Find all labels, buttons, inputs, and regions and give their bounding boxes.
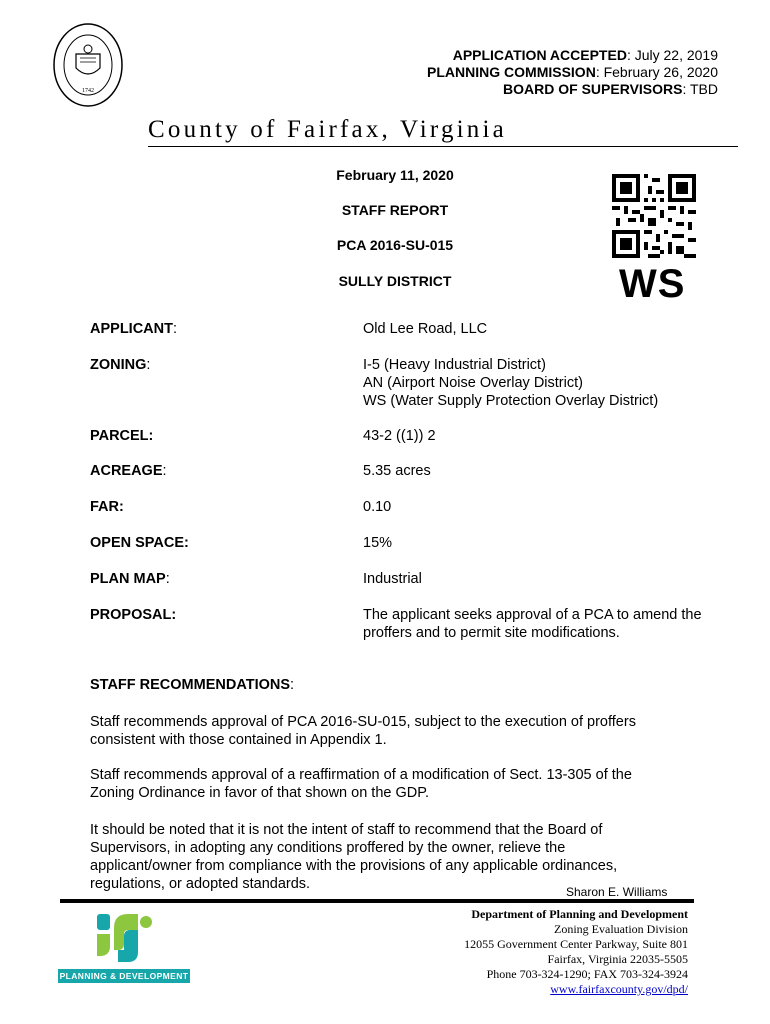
- case-number: PCA 2016-SU-015: [336, 237, 454, 253]
- footer-divider: [60, 899, 694, 903]
- district: SULLY DISTRICT: [338, 273, 452, 289]
- report-type: STAFF REPORT: [341, 202, 449, 218]
- qr-code: [612, 174, 696, 258]
- logo-banner: PLANNING & DEVELOPMENT: [59, 971, 189, 981]
- proposal-label: PROPOSAL:: [90, 607, 177, 623]
- open-space-value: 15%: [363, 535, 393, 551]
- applicant-label: APPLICANT:: [90, 321, 178, 337]
- far-label: FAR:: [90, 499, 124, 515]
- recommendation-paragraph-3: It should be noted that it is not the intent of staff to recommend that the Board of Supervisors, in adopting any conditions proffered by the owner, relieve the applicant/owner from compliance with the provisions of any applicable ordinances, regulations, or adopted standards.: [90, 822, 618, 892]
- planning-commission-line: PLANNING COMMISSION: February 26, 2020: [427, 64, 718, 80]
- division-name: Zoning Evaluation Division: [554, 922, 688, 936]
- board-of-supervisors-line: BOARD OF SUPERVISORS: TBD: [503, 81, 718, 97]
- recommendation-paragraph-1: Staff recommends approval of PCA 2016-SU-015, subject to the execution of proffers consistent with those contained in Appendix 1.: [90, 714, 636, 748]
- signature-name: Sharon E. Williams: [566, 885, 668, 899]
- website-link[interactable]: www.fairfaxcounty.gov/dpd/: [550, 982, 688, 996]
- report-date: February 11, 2020: [336, 167, 454, 183]
- phone-fax: Phone 703-324-1290; FAX 703-324-3924: [486, 967, 688, 981]
- proposal-value-1: The applicant seeks approval of a PCA to amend the: [363, 607, 702, 623]
- zoning-label: ZONING:: [90, 357, 151, 373]
- acreage-label: ACREAGE:: [90, 463, 167, 479]
- zoning-value-1: I-5 (Heavy Industrial District): [363, 357, 546, 373]
- zoning-value-2: AN (Airport Noise Overlay District): [363, 375, 583, 391]
- plan-map-label: PLAN MAP:: [90, 571, 170, 587]
- overlay-code: WS: [619, 262, 686, 306]
- recommendation-paragraph-2: Staff recommends approval of a reaffirmation of a modification of Sect. 13-305 of the Zoning Ordinance in favor of that shown on the GDP.: [90, 767, 632, 801]
- zoning-value-3: WS (Water Supply Protection Overlay District): [363, 393, 659, 409]
- county-seal-logo: [52, 22, 124, 108]
- open-space-label: OPEN SPACE:: [90, 535, 189, 551]
- svg-text:1742: 1742: [82, 88, 94, 94]
- proposal-value-2: proffers and to permit site modifications.: [363, 625, 620, 641]
- plan-map-value: Industrial: [363, 571, 422, 587]
- staff-recommendations-heading: STAFF RECOMMENDATIONS:: [90, 677, 295, 693]
- applicant-value: Old Lee Road, LLC: [363, 321, 488, 337]
- department-name: Department of Planning and Development: [471, 907, 688, 921]
- parcel-label: PARCEL:: [90, 428, 154, 444]
- application-accepted-line: APPLICATION ACCEPTED: July 22, 2019: [452, 47, 718, 63]
- acreage-value: 5.35 acres: [363, 463, 431, 479]
- street-address: 12055 Government Center Parkway, Suite 801: [464, 937, 688, 951]
- title-divider: [148, 146, 738, 147]
- parcel-value: 43-2 ((1)) 2: [363, 428, 436, 444]
- far-value: 0.10: [363, 499, 392, 515]
- city-address: Fairfax, Virginia 22035-5505: [547, 952, 688, 966]
- county-title: County of Fairfax, Virginia: [148, 116, 507, 143]
- website-line: [550, 982, 688, 997]
